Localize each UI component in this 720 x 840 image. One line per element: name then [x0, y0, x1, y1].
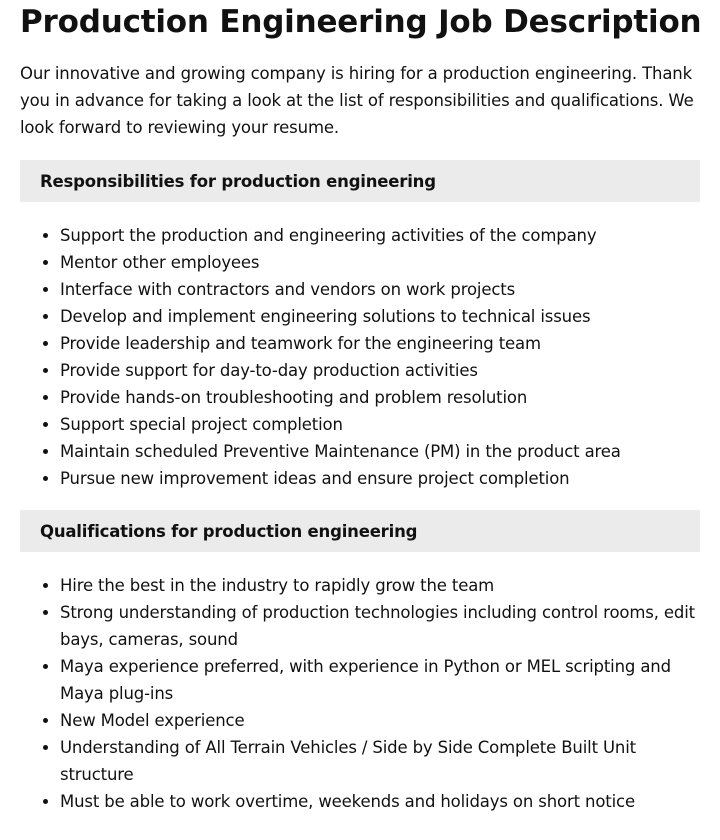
qualifications-heading: Qualifications for production engineering	[20, 510, 700, 552]
list-item: • Provide leadership and teamwork for the engineering team	[60, 330, 700, 357]
list-item: • Maintain scheduled Preventive Maintenance (PM) in the product area	[60, 438, 700, 465]
list-item: • Provide support for day-to-day production activities	[60, 357, 700, 384]
page-title: Production Engineering Job Description	[20, 4, 702, 40]
list-item: • Understanding of All Terrain Vehicles / Side by Side Complete Built Unit structure	[60, 734, 700, 788]
list-item: • Strong understanding of production technologies including control rooms, edit bays, cameras, sound	[60, 599, 700, 653]
list-item: • Support the production and engineering activities of the company	[60, 222, 700, 249]
responsibilities-heading: Responsibilities for production engineering	[20, 160, 700, 202]
list-item: • Develop and implement engineering solutions to technical issues	[60, 303, 700, 330]
list-item: • Pursue new improvement ideas and ensure project completion	[60, 465, 700, 492]
list-item: • Hire the best in the industry to rapidly grow the team	[60, 572, 700, 599]
list-item: • Mentor other employees	[60, 249, 700, 276]
list-item: • Maya experience preferred, with experience in Python or MEL scripting and Maya plug-ins	[60, 653, 700, 707]
list-item: • Provide hands-on troubleshooting and problem resolution	[60, 384, 700, 411]
responsibilities-list	[20, 222, 700, 492]
list-item: • Support special project completion	[60, 411, 700, 438]
intro-paragraph: Our innovative and growing company is hiring for a production engineering. Thank you in advance for taking a look at the list of responsibilities and qualifications. We look forward to reviewing your resume.	[20, 64, 694, 137]
list-item: • New Model experience	[60, 707, 700, 734]
qualifications-list	[20, 572, 700, 815]
list-item: • Interface with contractors and vendors on work projects	[60, 276, 700, 303]
list-item: • Must be able to work overtime, weekends and holidays on short notice	[60, 788, 700, 815]
